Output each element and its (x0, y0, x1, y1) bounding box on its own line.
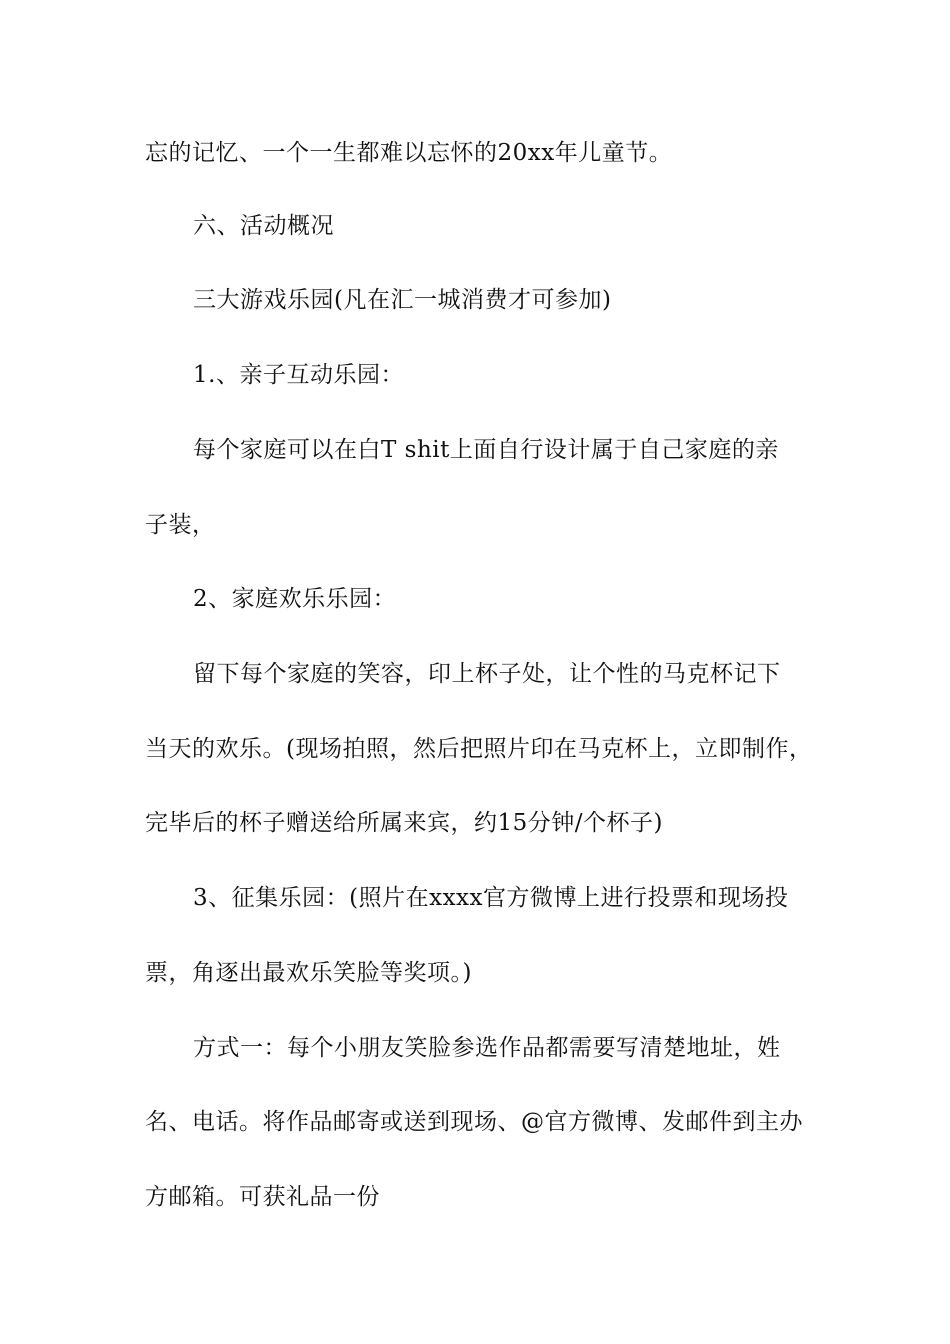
text-line: 留下每个家庭的笑容，印上杯子处，让个性的马克杯记下 (193, 661, 781, 687)
text-line: 每个家庭可以在白T shit上面自行设计属于自己家庭的亲 (193, 437, 779, 463)
text-line: 方邮箱。可获礼品一份 (145, 1184, 380, 1210)
list-item-heading: 3、征集乐园：(照片在xxxx官方微博上进行投票和现场投 (193, 885, 789, 911)
list-item-heading: 1.、亲子互动乐园： (193, 362, 404, 388)
text-line: 三大游戏乐园(凡在汇一城消费才可参加) (193, 287, 612, 313)
section-heading: 六、活动概况 (193, 213, 334, 239)
text-line: 票，角逐出最欢乐笑脸等奖项。) (145, 960, 472, 986)
text-line: 忘的记忆、一个一生都难以忘怀的20xx年儿童节。 (145, 140, 673, 166)
text-line: 子装， (145, 512, 216, 538)
text-line: 方式一：每个小朋友笑脸参选作品都需要写清楚地址，姓 (193, 1035, 781, 1061)
text-line: 当天的欢乐。(现场拍照，然后把照片印在马克杯上，立即制作， (145, 736, 813, 762)
text-line: 名、电话。将作品邮寄或送到现场、@官方微博、发邮件到主办 (145, 1109, 803, 1135)
text-line: 完毕后的杯子赠送给所属来宾，约15分钟/个杯子) (145, 810, 663, 836)
list-item-heading: 2、家庭欢乐乐园： (193, 586, 397, 612)
